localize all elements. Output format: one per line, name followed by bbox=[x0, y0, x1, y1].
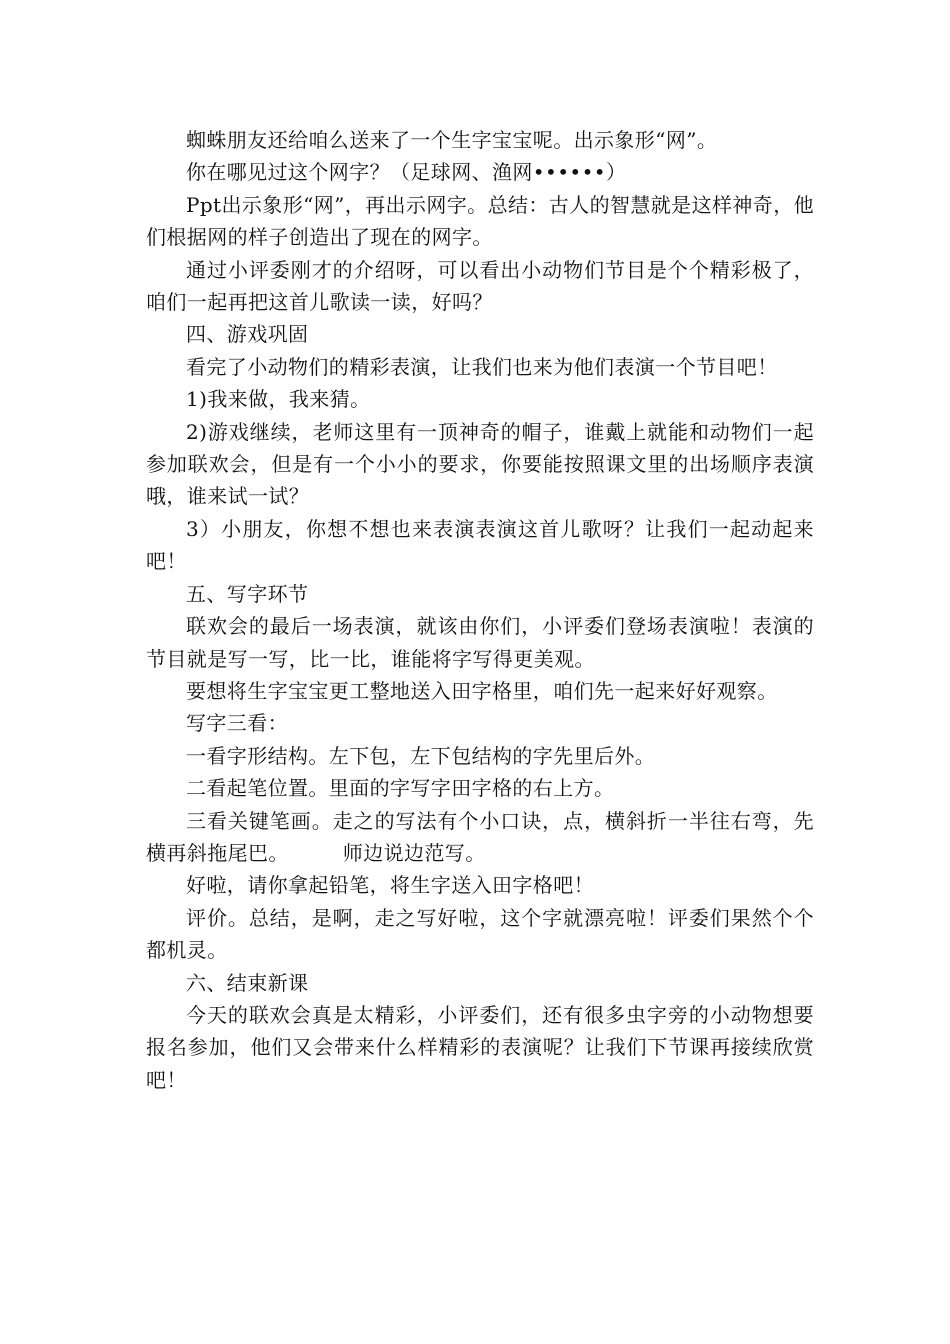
section-heading: 六、结束新课 bbox=[186, 970, 309, 995]
paragraph: Ppt出示象形“网”，再出示网字。总结：古人的智慧就是这样神奇，他们根据网的样子创造出了现在的网字。 bbox=[146, 192, 814, 250]
paragraph-text: 师边说边范写。 bbox=[342, 840, 486, 865]
paragraph: 好啦，请你拿起铅笔，将生字送入田字格吧！ bbox=[186, 873, 594, 898]
paragraph: 通过小评委刚才的介绍呀，可以看出小动物们节目是个个精彩极了，咱们一起再把这首儿歌读一读，好吗？ bbox=[146, 257, 814, 315]
paragraph: 写字三看： bbox=[186, 711, 288, 736]
paragraph: 评价。总结，是啊，走之写好啦，这个字就漂亮啦！评委们果然个个都机灵。 bbox=[146, 905, 814, 963]
list-item: 3）小朋友，你想不想也来表演表演这首儿歌呀？让我们一起动起来吧！ bbox=[146, 516, 814, 574]
paragraph-text: 三看关键笔画。走之的写法有个小口诀，点，横斜折一半往右弯，先横再斜拖尾巴。 bbox=[146, 808, 814, 865]
paragraph: 要想将生字宝宝更工整地送入田字格里，咱们先一起来好好观察。 bbox=[186, 678, 778, 703]
list-item: 1)我来做，我来猜。 bbox=[186, 387, 371, 412]
document-body bbox=[146, 124, 814, 1096]
paragraph: 一看字形结构。左下包，左下包结构的字先里后外。 bbox=[186, 743, 656, 768]
paragraph: 蜘蛛朋友还给咱么送来了一个生字宝宝呢。出示象形“网”。 bbox=[186, 128, 718, 152]
paragraph: 你在哪见过这个网字？（足球网、渔网••••••） bbox=[186, 160, 627, 185]
paragraph bbox=[146, 805, 814, 870]
section-heading: 四、游戏巩固 bbox=[186, 322, 309, 347]
paragraph: 看完了小动物们的精彩表演，让我们也来为他们表演一个节目吧！ bbox=[186, 354, 778, 379]
list-item: 2)游戏继续，老师这里有一顶神奇的帽子，谁戴上就能和动物们一起参加联欢会，但是有一个小小的要求，你要能按照课文里的出场顺序表演哦，谁来试一试？ bbox=[146, 419, 814, 509]
section-heading: 五、写字环节 bbox=[186, 581, 309, 606]
paragraph: 联欢会的最后一场表演，就该由你们，小评委们登场表演啦！表演的节目就是写一写，比一比，谁能将字写得更美观。 bbox=[146, 614, 814, 671]
paragraph: 今天的联欢会真是太精彩，小评委们，还有很多虫字旁的小动物想要报名参加，他们又会带来什么样精彩的表演呢？让我们下节课再接续欣赏吧！ bbox=[146, 1002, 814, 1092]
paragraph: 二看起笔位置。里面的字写字田字格的右上方。 bbox=[186, 776, 615, 801]
